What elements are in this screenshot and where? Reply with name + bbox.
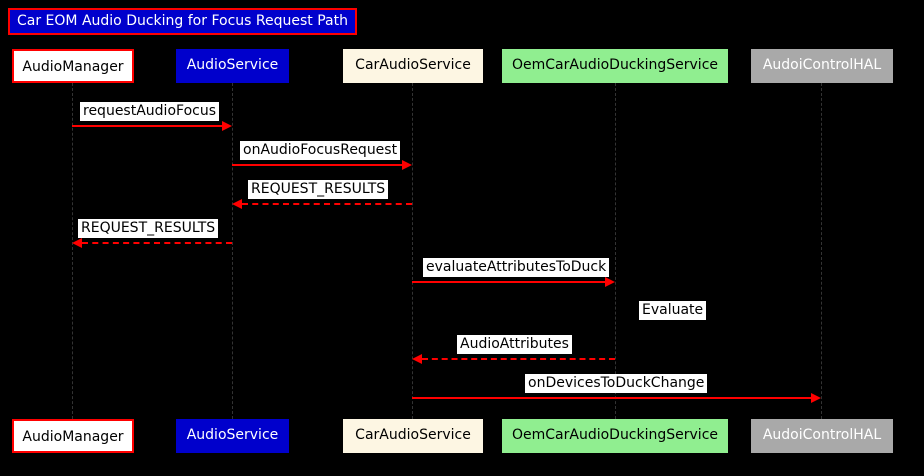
message-arrow-on-audio-focus-request xyxy=(232,164,402,166)
message-label-evaluate: Evaluate xyxy=(639,301,706,320)
message-arrowhead-request-results-2 xyxy=(72,238,82,248)
message-label-on-audio-focus-request: onAudioFocusRequest xyxy=(240,141,400,160)
actor-audiomanager-top[interactable]: AudioManager xyxy=(12,49,134,83)
diagram-title: Car EOM Audio Ducking for Focus Request Path xyxy=(8,8,357,35)
message-arrowhead-audio-attributes xyxy=(412,354,422,364)
actor-audioservice-bottom[interactable]: AudioService xyxy=(176,419,289,453)
lifeline-audoicontrolhal xyxy=(821,83,822,419)
message-label-audio-attributes: AudioAttributes xyxy=(457,335,572,354)
message-label-request-audio-focus: requestAudioFocus xyxy=(80,102,219,121)
lifeline-audiomanager xyxy=(72,83,73,419)
actor-oemcaraudioduckingservice-bottom[interactable]: OemCarAudioDuckingService xyxy=(502,419,728,453)
message-label-request-results-1: REQUEST_RESULTS xyxy=(248,180,388,199)
actor-audioservice-top[interactable]: AudioService xyxy=(176,49,289,83)
message-arrow-request-audio-focus xyxy=(72,125,222,127)
message-arrowhead-on-audio-focus-request xyxy=(402,160,412,170)
actor-caraudioservice-top[interactable]: CarAudioService xyxy=(343,49,483,83)
message-arrow-request-results-1 xyxy=(242,203,412,205)
actor-oemcaraudioduckingservice-top[interactable]: OemCarAudioDuckingService xyxy=(502,49,728,83)
actor-audiomanager-bottom[interactable]: AudioManager xyxy=(12,419,134,453)
message-arrowhead-request-audio-focus xyxy=(222,121,232,131)
message-arrow-audio-attributes xyxy=(422,358,615,360)
message-arrow-on-devices-to-duck-change xyxy=(412,397,811,399)
actor-audoicontrolhal-top[interactable]: AudoiControlHAL xyxy=(751,49,893,83)
actor-caraudioservice-bottom[interactable]: CarAudioService xyxy=(343,419,483,453)
message-arrow-evaluate-attributes-to-duck xyxy=(412,281,605,283)
message-label-on-devices-to-duck-change: onDevicesToDuckChange xyxy=(525,374,707,393)
lifeline-caraudioservice xyxy=(412,83,413,419)
lifeline-oemcaraudioduckingservice xyxy=(615,83,616,419)
message-arrowhead-evaluate-attributes-to-duck xyxy=(605,277,615,287)
message-arrow-request-results-2 xyxy=(82,242,232,244)
message-arrowhead-request-results-1 xyxy=(232,199,242,209)
actor-audoicontrolhal-bottom[interactable]: AudoiControlHAL xyxy=(751,419,893,453)
message-label-evaluate-attributes-to-duck: evaluateAttributesToDuck xyxy=(423,258,609,277)
message-arrowhead-on-devices-to-duck-change xyxy=(811,393,821,403)
message-label-request-results-2: REQUEST_RESULTS xyxy=(78,219,218,238)
lifeline-audioservice xyxy=(232,83,233,419)
